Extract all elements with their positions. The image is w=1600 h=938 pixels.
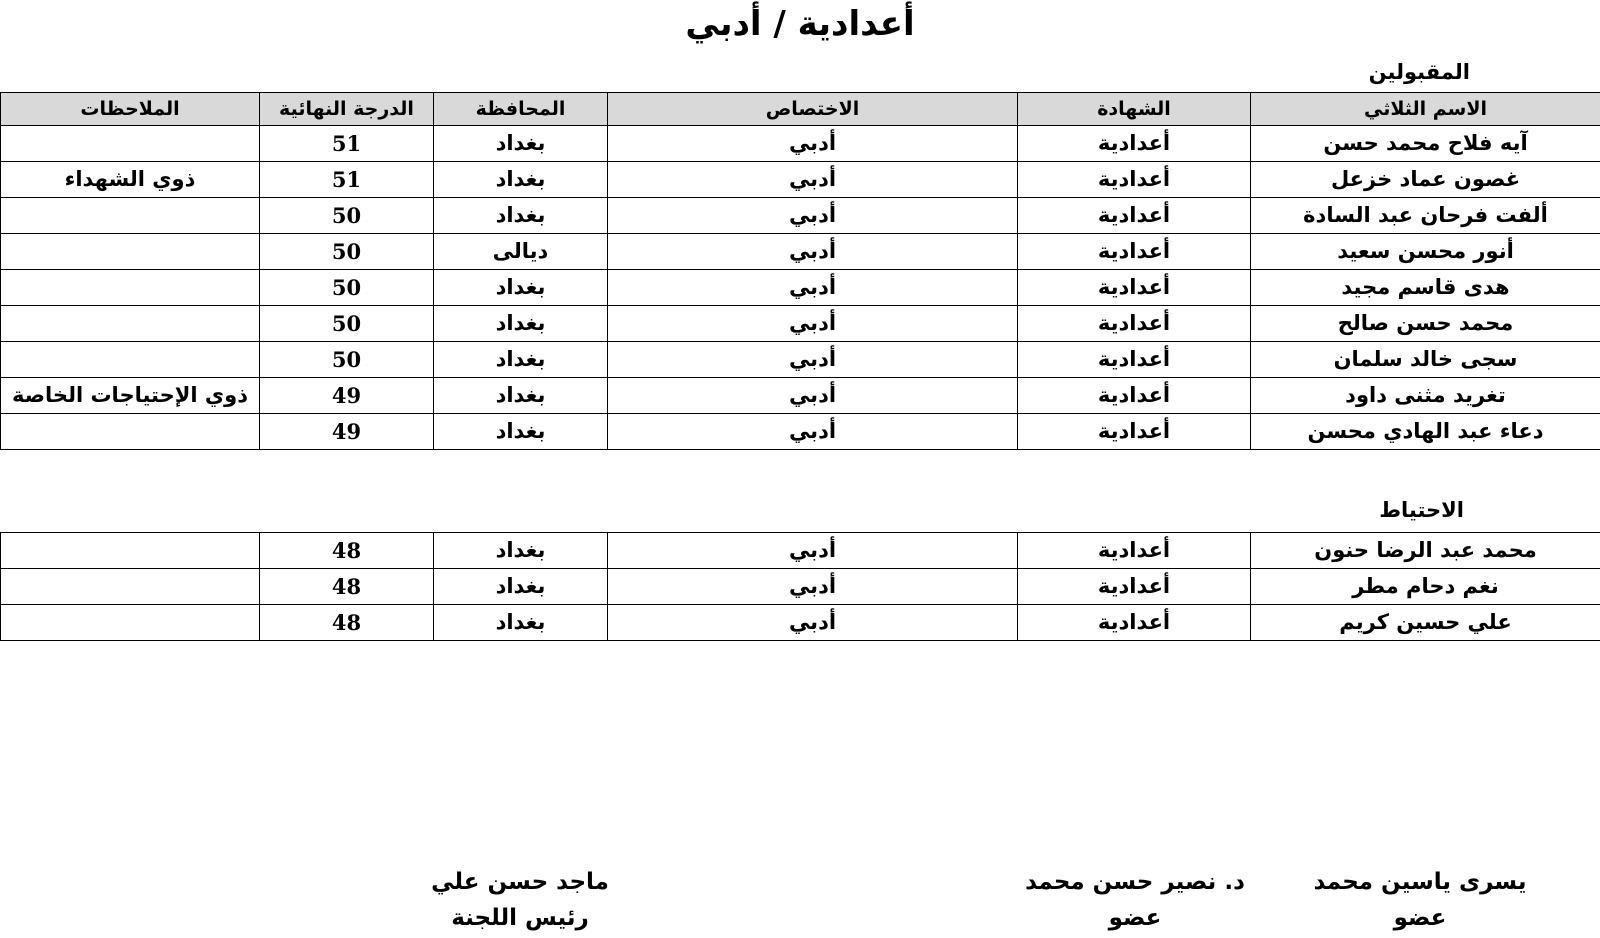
- cell-certificate: أعدادية: [1018, 378, 1251, 414]
- cell-specialization: أدبي: [608, 414, 1018, 450]
- cell-notes: [1, 126, 260, 162]
- cell-governorate: بغداد: [434, 306, 608, 342]
- table-row: [1, 533, 1600, 569]
- cell-governorate: بغداد: [434, 605, 608, 641]
- cell-name: محمد حسن صالح: [1251, 306, 1600, 342]
- cell-certificate: أعدادية: [1018, 306, 1251, 342]
- cell-name: غصون عماد خزعل: [1251, 162, 1600, 198]
- cell-name: ألفت فرحان عبد السادة: [1251, 198, 1600, 234]
- signature-member-1: [1310, 864, 1530, 936]
- cell-grade: 51: [260, 126, 434, 162]
- reserve-section-label: الاحتياط: [1379, 498, 1464, 522]
- accepted-section-label: المقبولين: [1368, 60, 1470, 84]
- cell-specialization: أدبي: [608, 306, 1018, 342]
- cell-certificate: أعدادية: [1018, 569, 1251, 605]
- cell-grade: 50: [260, 234, 434, 270]
- cell-name: آيه فلاح محمد حسن: [1251, 126, 1600, 162]
- cell-name: نغم دحام مطر: [1251, 569, 1600, 605]
- cell-notes: [1, 605, 260, 641]
- cell-grade: 50: [260, 342, 434, 378]
- page-title: أعدادية / أدبي: [685, 4, 915, 44]
- cell-grade: 51: [260, 162, 434, 198]
- cell-name: سجى خالد سلمان: [1251, 342, 1600, 378]
- cell-governorate: بغداد: [434, 414, 608, 450]
- cell-governorate: بغداد: [434, 533, 608, 569]
- cell-grade: 50: [260, 198, 434, 234]
- signature-name: ماجد حسن علي: [431, 869, 609, 895]
- accepted-table: [0, 92, 1600, 450]
- signature-name: د. نصير حسن محمد: [1025, 869, 1245, 895]
- cell-name: أنور محسن سعيد: [1251, 234, 1600, 270]
- cell-certificate: أعدادية: [1018, 605, 1251, 641]
- cell-grade: 50: [260, 306, 434, 342]
- cell-governorate: بغداد: [434, 126, 608, 162]
- cell-governorate: ديالى: [434, 234, 608, 270]
- signature-member-2: [1010, 864, 1260, 936]
- table-row: [1, 234, 1600, 270]
- cell-certificate: أعدادية: [1018, 414, 1251, 450]
- column-header-certificate: الشهادة: [1018, 93, 1251, 126]
- cell-grade: 49: [260, 378, 434, 414]
- cell-specialization: أدبي: [608, 198, 1018, 234]
- table-row: [1, 414, 1600, 450]
- cell-specialization: أدبي: [608, 162, 1018, 198]
- cell-specialization: أدبي: [608, 569, 1018, 605]
- cell-notes: [1, 342, 260, 378]
- cell-notes: [1, 270, 260, 306]
- cell-governorate: بغداد: [434, 378, 608, 414]
- column-header-notes: الملاحظات: [1, 93, 260, 126]
- column-header-final-grade: الدرجة النهائية: [260, 93, 434, 126]
- cell-certificate: أعدادية: [1018, 126, 1251, 162]
- cell-governorate: بغداد: [434, 162, 608, 198]
- signature-role: عضو: [1108, 905, 1162, 931]
- table-row: [1, 306, 1600, 342]
- cell-certificate: أعدادية: [1018, 533, 1251, 569]
- cell-grade: 48: [260, 533, 434, 569]
- cell-notes: [1, 533, 260, 569]
- cell-grade: 50: [260, 270, 434, 306]
- cell-name: دعاء عبد الهادي محسن: [1251, 414, 1600, 450]
- cell-specialization: أدبي: [608, 342, 1018, 378]
- cell-specialization: أدبي: [608, 234, 1018, 270]
- cell-notes: [1, 414, 260, 450]
- cell-grade: 48: [260, 569, 434, 605]
- cell-certificate: أعدادية: [1018, 270, 1251, 306]
- cell-specialization: أدبي: [608, 533, 1018, 569]
- cell-governorate: بغداد: [434, 569, 608, 605]
- cell-governorate: بغداد: [434, 270, 608, 306]
- table-row: [1, 342, 1600, 378]
- cell-certificate: أعدادية: [1018, 162, 1251, 198]
- table-row: [1, 378, 1600, 414]
- table-header-row: [1, 93, 1600, 126]
- signature-role: رئيس اللجنة: [451, 905, 589, 931]
- cell-specialization: أدبي: [608, 378, 1018, 414]
- table-row: [1, 126, 1600, 162]
- signature-role: عضو: [1393, 905, 1447, 931]
- cell-grade: 48: [260, 605, 434, 641]
- cell-specialization: أدبي: [608, 270, 1018, 306]
- cell-notes: [1, 569, 260, 605]
- table-row: [1, 605, 1600, 641]
- cell-notes: [1, 234, 260, 270]
- cell-governorate: بغداد: [434, 198, 608, 234]
- cell-certificate: أعدادية: [1018, 342, 1251, 378]
- table-row: [1, 198, 1600, 234]
- reserve-table: [0, 532, 1600, 641]
- column-header-name: الاسم الثلاثي: [1251, 93, 1600, 126]
- cell-grade: 49: [260, 414, 434, 450]
- cell-specialization: أدبي: [608, 126, 1018, 162]
- column-header-specialization: الاختصاص: [608, 93, 1018, 126]
- cell-certificate: أعدادية: [1018, 234, 1251, 270]
- cell-specialization: أدبي: [608, 605, 1018, 641]
- cell-certificate: أعدادية: [1018, 198, 1251, 234]
- cell-notes: ذوي الشهداء: [1, 162, 260, 198]
- cell-notes: [1, 198, 260, 234]
- cell-governorate: بغداد: [434, 342, 608, 378]
- table-row: [1, 270, 1600, 306]
- column-header-governorate: المحافظة: [434, 93, 608, 126]
- signature-committee-head: [420, 864, 620, 936]
- cell-name: هدى قاسم مجيد: [1251, 270, 1600, 306]
- cell-name: علي حسين كريم: [1251, 605, 1600, 641]
- cell-notes: [1, 306, 260, 342]
- table-row: [1, 569, 1600, 605]
- cell-notes: ذوي الإحتياجات الخاصة: [1, 378, 260, 414]
- cell-name: محمد عبد الرضا حنون: [1251, 533, 1600, 569]
- table-row: [1, 162, 1600, 198]
- signature-name: يسرى ياسين محمد: [1313, 869, 1527, 895]
- cell-name: تغريد مثنى داود: [1251, 378, 1600, 414]
